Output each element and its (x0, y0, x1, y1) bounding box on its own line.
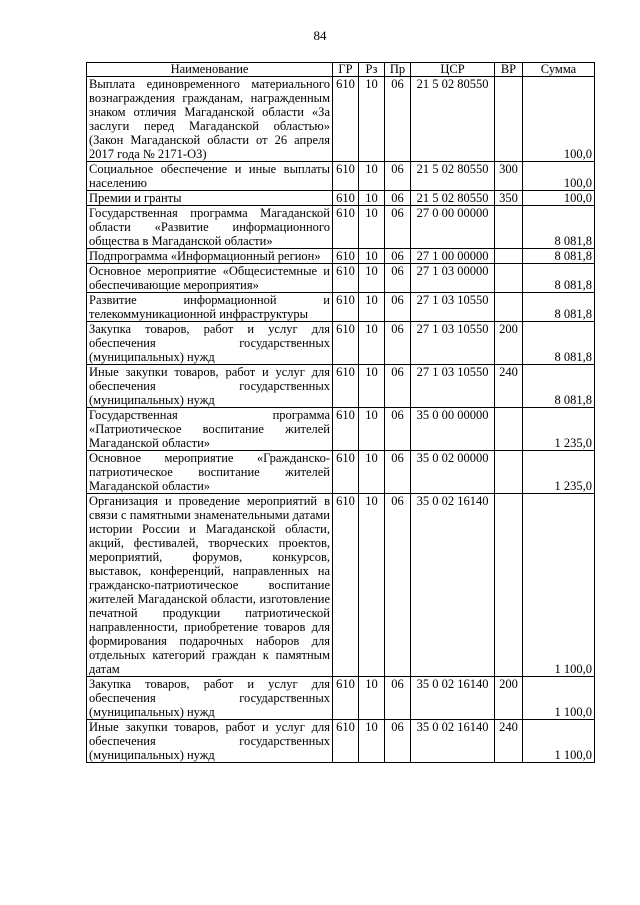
cell-vr: 350 (495, 191, 523, 206)
cell-pr: 06 (385, 206, 411, 249)
cell-sum: 8 081,8 (523, 365, 595, 408)
cell-vr: 240 (495, 720, 523, 763)
table-row (87, 322, 595, 365)
table-row (87, 720, 595, 763)
cell-csr: 35 0 02 16140 (411, 720, 495, 763)
cell-gr: 610 (333, 191, 359, 206)
cell-name: Развитие информационной и телекоммуникационной инфраструктуры (87, 293, 333, 322)
table-row (87, 206, 595, 249)
cell-rz: 10 (359, 206, 385, 249)
cell-csr: 27 1 03 10550 (411, 365, 495, 408)
cell-name: Закупка товаров, работ и услуг для обеспечения государственных (муниципальных) нужд (87, 322, 333, 365)
cell-name: Организация и проведение мероприятий в связи с памятными знаменательными датами истории России и Магаданской области, акций, фестивалей, творческих проектов, мероприятий, форумов, конкурсов, выставок, конференций, направленных на гражданско-патриотическое воспитание жителей Магаданской области, изготовление печатной продукции патриотической направленности, приобретение товаров для формирования подарочных наборов для отдельных категорий граждан к памятным датам (87, 494, 333, 677)
budget-table (86, 62, 595, 763)
cell-pr: 06 (385, 322, 411, 365)
table-row (87, 191, 595, 206)
table-row (87, 494, 595, 677)
table-row (87, 249, 595, 264)
cell-pr: 06 (385, 77, 411, 162)
cell-rz: 10 (359, 162, 385, 191)
cell-sum: 8 081,8 (523, 206, 595, 249)
cell-csr: 21 5 02 80550 (411, 77, 495, 162)
cell-gr: 610 (333, 322, 359, 365)
cell-csr: 35 0 02 16140 (411, 494, 495, 677)
cell-pr: 06 (385, 264, 411, 293)
cell-name: Премии и гранты (87, 191, 333, 206)
table-row (87, 408, 595, 451)
cell-sum: 1 100,0 (523, 494, 595, 677)
cell-sum: 100,0 (523, 191, 595, 206)
table-row (87, 451, 595, 494)
cell-pr: 06 (385, 494, 411, 677)
table-row (87, 264, 595, 293)
cell-gr: 610 (333, 77, 359, 162)
cell-rz: 10 (359, 451, 385, 494)
cell-sum: 8 081,8 (523, 293, 595, 322)
cell-pr: 06 (385, 249, 411, 264)
table-body (87, 77, 595, 763)
cell-csr: 27 1 00 00000 (411, 249, 495, 264)
cell-pr: 06 (385, 162, 411, 191)
cell-gr: 610 (333, 293, 359, 322)
cell-sum: 1 100,0 (523, 720, 595, 763)
header-gr: ГР (333, 63, 359, 77)
cell-name: Закупка товаров, работ и услуг для обеспечения государственных (муниципальных) нужд (87, 677, 333, 720)
cell-sum: 8 081,8 (523, 249, 595, 264)
cell-csr: 27 0 00 00000 (411, 206, 495, 249)
header-sum: Сумма (523, 63, 595, 77)
cell-rz: 10 (359, 677, 385, 720)
header-pr: Пр (385, 63, 411, 77)
cell-vr (495, 451, 523, 494)
cell-gr: 610 (333, 677, 359, 720)
cell-gr: 610 (333, 365, 359, 408)
cell-pr: 06 (385, 365, 411, 408)
cell-rz: 10 (359, 77, 385, 162)
cell-gr: 610 (333, 408, 359, 451)
header-csr: ЦСР (411, 63, 495, 77)
cell-rz: 10 (359, 408, 385, 451)
cell-vr: 240 (495, 365, 523, 408)
header-rz: Рз (359, 63, 385, 77)
cell-sum: 100,0 (523, 162, 595, 191)
table-row (87, 162, 595, 191)
cell-vr (495, 494, 523, 677)
cell-name: Основное мероприятие «Общесистемные и обеспечивающие мероприятия» (87, 264, 333, 293)
cell-gr: 610 (333, 264, 359, 293)
cell-gr: 610 (333, 162, 359, 191)
cell-vr (495, 408, 523, 451)
cell-pr: 06 (385, 191, 411, 206)
cell-pr: 06 (385, 293, 411, 322)
cell-pr: 06 (385, 677, 411, 720)
cell-sum: 8 081,8 (523, 264, 595, 293)
cell-csr: 35 0 00 00000 (411, 408, 495, 451)
cell-vr (495, 77, 523, 162)
cell-rz: 10 (359, 322, 385, 365)
cell-name: Государственная программа Магаданской области «Развитие информационного общества в Магаданской области» (87, 206, 333, 249)
cell-gr: 610 (333, 720, 359, 763)
table-row (87, 677, 595, 720)
cell-rz: 10 (359, 293, 385, 322)
cell-csr: 35 0 02 16140 (411, 677, 495, 720)
cell-name: Иные закупки товаров, работ и услуг для обеспечения государственных (муниципальных) нужд (87, 720, 333, 763)
cell-rz: 10 (359, 720, 385, 763)
page-number: 84 (313, 28, 327, 43)
table-header-row (87, 63, 595, 77)
cell-csr: 21 5 02 80550 (411, 191, 495, 206)
cell-vr (495, 249, 523, 264)
cell-sum: 1 100,0 (523, 677, 595, 720)
cell-name: Иные закупки товаров, работ и услуг для обеспечения государственных (муниципальных) нужд (87, 365, 333, 408)
cell-name: Подпрограмма «Информационный регион» (87, 249, 333, 264)
cell-vr: 200 (495, 322, 523, 365)
cell-csr: 27 1 03 10550 (411, 322, 495, 365)
cell-csr: 21 5 02 80550 (411, 162, 495, 191)
cell-gr: 610 (333, 249, 359, 264)
table-row (87, 365, 595, 408)
cell-vr (495, 264, 523, 293)
cell-vr (495, 293, 523, 322)
cell-vr: 200 (495, 677, 523, 720)
cell-pr: 06 (385, 451, 411, 494)
cell-name: Социальное обеспечение и иные выплаты населению (87, 162, 333, 191)
cell-name: Выплата единовременного материального вознаграждения гражданам, награжденным знаком отличия Магаданской области «За заслуги перед Магаданской областью» (Закон Магаданской области от 26 апреля 2017 года № 2171-ОЗ) (87, 77, 333, 162)
cell-sum: 100,0 (523, 77, 595, 162)
cell-sum: 1 235,0 (523, 451, 595, 494)
cell-pr: 06 (385, 720, 411, 763)
header-name: Наименование (87, 63, 333, 77)
cell-vr: 300 (495, 162, 523, 191)
cell-rz: 10 (359, 249, 385, 264)
cell-rz: 10 (359, 191, 385, 206)
cell-rz: 10 (359, 365, 385, 408)
cell-csr: 35 0 02 00000 (411, 451, 495, 494)
cell-rz: 10 (359, 494, 385, 677)
cell-csr: 27 1 03 10550 (411, 293, 495, 322)
header-vr: ВР (495, 63, 523, 77)
cell-gr: 610 (333, 451, 359, 494)
cell-gr: 610 (333, 494, 359, 677)
table-row (87, 293, 595, 322)
cell-sum: 8 081,8 (523, 322, 595, 365)
table-row (87, 77, 595, 162)
cell-sum: 1 235,0 (523, 408, 595, 451)
cell-name: Государственная программа «Патриотическое воспитание жителей Магаданской области» (87, 408, 333, 451)
cell-vr (495, 206, 523, 249)
cell-rz: 10 (359, 264, 385, 293)
cell-name: Основное мероприятие «Гражданско-патриотическое воспитание жителей Магаданской области» (87, 451, 333, 494)
cell-gr: 610 (333, 206, 359, 249)
cell-csr: 27 1 03 00000 (411, 264, 495, 293)
cell-pr: 06 (385, 408, 411, 451)
